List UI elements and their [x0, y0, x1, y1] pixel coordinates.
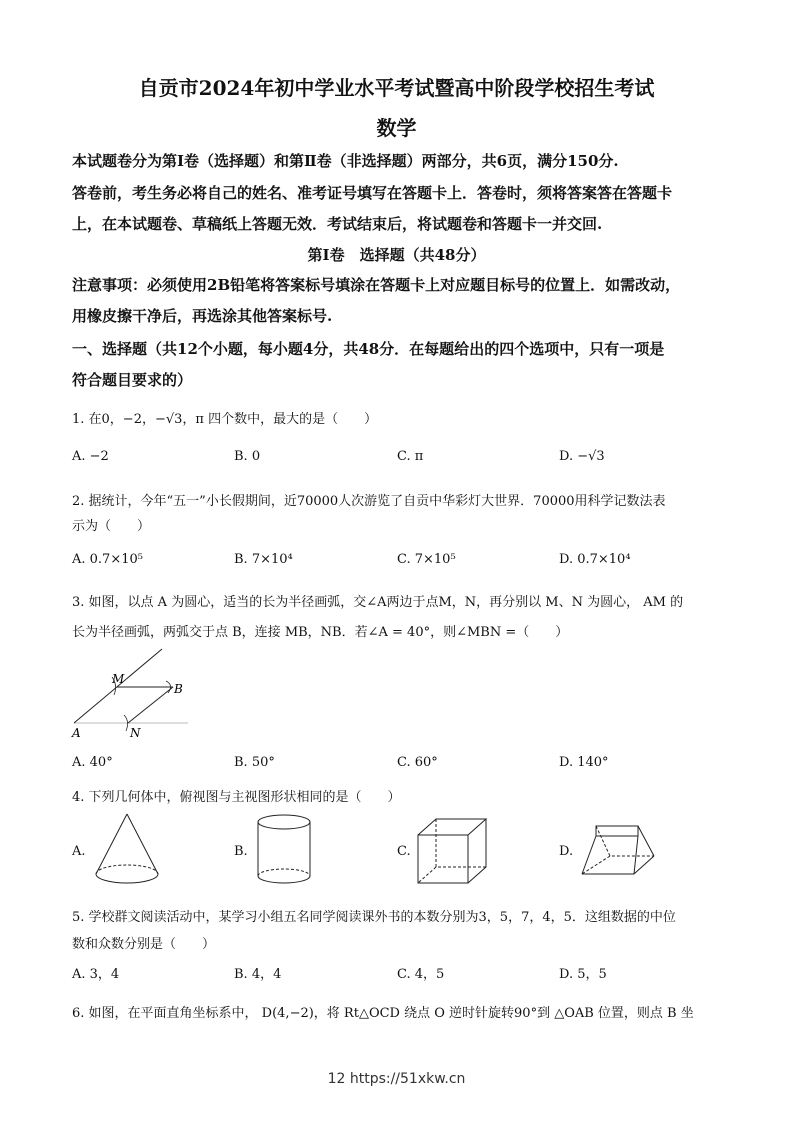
intro-line-1: 本试题卷分为第Ⅰ卷（选择题）和第Ⅱ卷（非选择题）两部分，共6页，满分150分.	[72, 152, 619, 170]
q1-option-b[interactable]: B. 0	[234, 449, 261, 464]
cone-icon	[90, 810, 164, 890]
cylinder-icon	[254, 812, 314, 892]
question-3-text-line-2: 长为半径画弧，两弧交于点 B，连接 MB，NB．若∠A = 40°，则∠MBN =（ ）	[72, 625, 569, 640]
cube-icon	[414, 815, 490, 887]
q5-option-c[interactable]: C. 4，5	[397, 967, 445, 982]
q4-option-c[interactable]: C.	[397, 844, 411, 859]
segment-nb	[128, 687, 173, 723]
label-b: B	[174, 682, 183, 696]
q1-option-d[interactable]: D. −√3	[559, 449, 605, 464]
q4-option-a[interactable]: A.	[72, 844, 86, 859]
ray-am	[74, 649, 162, 723]
question-1-text: 1. 在0，−2，−√3，π 四个数中，最大的是（ ）	[72, 412, 378, 427]
question-5-text-line-1: 5. 学校群文阅读活动中，某学习小组五名同学阅读课外书的本数分别为3，5，7，4，5．这组数据的中位	[72, 910, 676, 925]
notice-line-1: 注意事项：必须使用2B铅笔将答案标号填涂在答题卡上对应题目标号的位置上．如需改动，	[72, 276, 681, 294]
section-heading-line-2: 符合题目要求的）	[72, 371, 193, 389]
exam-title: 自贡市2024年初中学业水平考试暨高中阶段学校招生考试	[138, 76, 655, 100]
question-3-text-line-1: 3. 如图，以点 A 为圆心，适当的长为半径画弧，交∠A两边于点M，N，再分别以 M、N 为圆心， AM 的	[72, 595, 684, 610]
q4-option-b[interactable]: B.	[234, 844, 248, 859]
q1-option-a[interactable]: A. −2	[72, 449, 109, 464]
question-2-text-line-2: 示为（ ）	[72, 519, 151, 534]
label-n: N	[130, 726, 141, 740]
label-a: A	[72, 726, 81, 740]
section-heading-line-1: 一、选择题（共12个小题，每小题4分，共48分．在每题给出的四个选项中，只有一项是	[72, 340, 665, 358]
q4-option-d[interactable]: D.	[559, 844, 574, 859]
q3-option-c[interactable]: C. 60°	[397, 755, 438, 770]
q3-option-b[interactable]: B. 50°	[234, 755, 275, 770]
q1-option-c[interactable]: C. π	[397, 449, 424, 464]
intro-line-2: 答卷前，考生务必将自己的姓名、准考证号填写在答题卡上．答卷时，须将答案答在答题卡	[72, 184, 673, 202]
angle-construction-figure	[68, 645, 198, 740]
q5-option-d[interactable]: D. 5，5	[559, 967, 607, 982]
q5-option-b[interactable]: B. 4，4	[234, 967, 282, 982]
intro-line-3: 上，在本试题卷、草稿纸上答题无效．考试结束后，将试题卷和答题卡一并交回.	[72, 215, 603, 233]
q2-option-d[interactable]: D. 0.7×10⁴	[559, 552, 631, 567]
q3-option-a[interactable]: A. 40°	[72, 755, 113, 770]
label-m: M	[112, 672, 125, 686]
subject-title: 数学	[376, 116, 417, 140]
q5-option-a[interactable]: A. 3，4	[72, 967, 120, 982]
question-6-text: 6. 如图，在平面直角坐标系中， D(4,−2)，将 Rt△OCD 绕点 O 逆时针旋转90°到 △OAB 位置，则点 B 坐	[72, 1006, 694, 1021]
question-4-text: 4. 下列几何体中，俯视图与主视图形状相同的是（ ）	[72, 790, 401, 805]
notice-line-2: 用橡皮擦干净后，再选涂其他答案标号.	[72, 307, 333, 325]
q2-option-c[interactable]: C. 7×10⁵	[397, 552, 456, 567]
part1-heading: 第Ⅰ卷 选择题（共48分）	[307, 246, 486, 264]
question-5-text-line-2: 数和众数分别是（ ）	[72, 937, 216, 952]
page-footer: 12 https://51xkw.cn	[327, 1071, 466, 1087]
q2-option-a[interactable]: A. 0.7×10⁵	[72, 552, 143, 567]
question-2-text-line-1: 2. 据统计，今年“五一”小长假期间，近70000人次游览了自贡中华彩灯大世界．70000用科学记数法表	[72, 494, 666, 509]
frustum-icon	[578, 820, 658, 882]
q2-option-b[interactable]: B. 7×10⁴	[234, 552, 293, 567]
q3-option-d[interactable]: D. 140°	[559, 755, 609, 770]
